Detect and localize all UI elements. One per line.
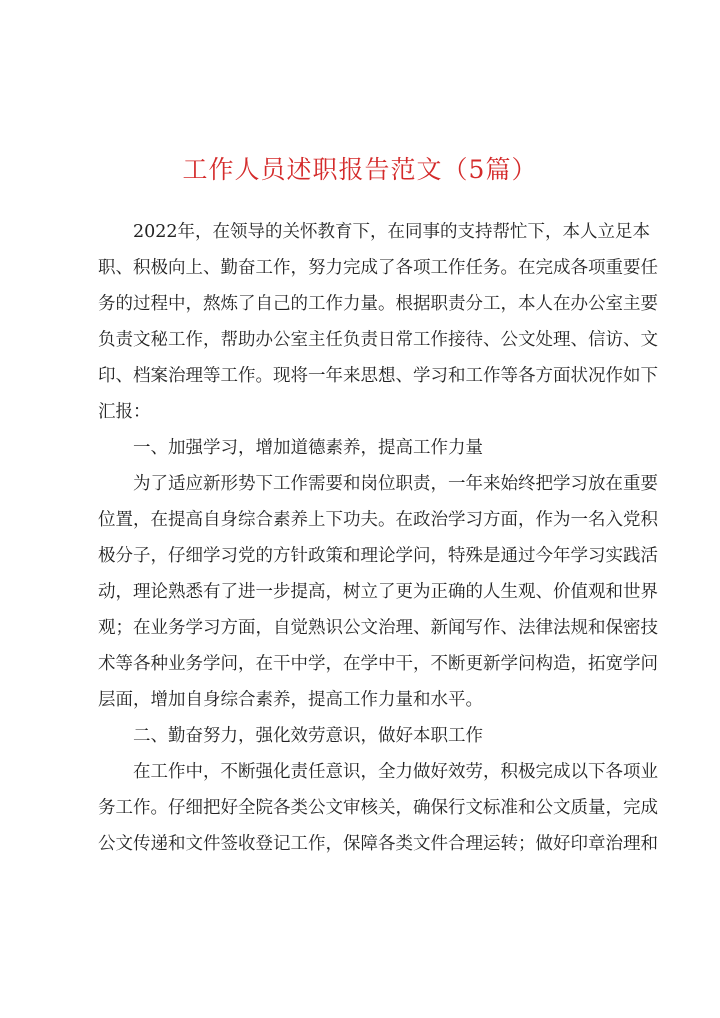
paragraph-line: 务的过程中，熬炼了自己的工作力量。根据职责分工，本人在办公室主要 <box>98 294 658 314</box>
paragraph-line: 层面，增加自身综合素养，提高工作力量和水平。 <box>98 690 483 710</box>
paragraph-line: 公文传递和文件签收登记工作，保障各类文件合理运转；做好印章治理和 <box>98 834 658 854</box>
document-body <box>98 214 658 862</box>
paragraph-line: 汇报： <box>98 402 151 422</box>
paragraph-line: 为了适应新形势下工作需要和岗位职责，一年来始终把学习放在重要 <box>133 474 658 494</box>
paragraph-line: 动，理论熟悉有了进一步提高，树立了更为正确的人生观、价值观和世界 <box>98 582 658 602</box>
paragraph-line: 术等各种业务学问，在干中学，在学中干，不断更新学问构造，拓宽学问 <box>98 654 658 674</box>
paragraph-line: 二、勤奋努力，强化效劳意识，做好本职工作 <box>133 726 483 746</box>
paragraph-line: 观；在业务学习方面，自觉熟识公文治理、新闻写作、法律法规和保密技 <box>98 618 658 638</box>
paragraph-line: 负责文秘工作，帮助办公室主任负责日常工作接待、公文处理、信访、文 <box>98 330 658 350</box>
paragraph-line: 务工作。仔细把好全院各类公文审核关，确保行文标准和公文质量，完成 <box>98 798 658 818</box>
paragraph-line: 位置，在提高自身综合素养上下功夫。在政治学习方面，作为一名入党积 <box>98 510 658 530</box>
document-title: 工作人员述职报告范文（5篇） <box>182 155 538 184</box>
paragraph-line: 职、积极向上、勤奋工作，努力完成了各项工作任务。在完成各项重要任 <box>98 258 658 278</box>
paragraph-line: 一、加强学习，增加道德素养，提高工作力量 <box>133 438 483 458</box>
paragraph-line: 在工作中，不断强化责任意识，全力做好效劳，积极完成以下各项业 <box>133 762 658 782</box>
paragraph-line: 印、档案治理等工作。现将一年来思想、学习和工作等各方面状况作如下 <box>98 366 658 386</box>
paragraph-line: 2022年，在领导的关怀教育下，在同事的支持帮忙下，本人立足本 <box>133 222 651 242</box>
paragraph-line: 极分子，仔细学习党的方针政策和理论学问，特殊是通过今年学习实践活 <box>98 546 658 566</box>
